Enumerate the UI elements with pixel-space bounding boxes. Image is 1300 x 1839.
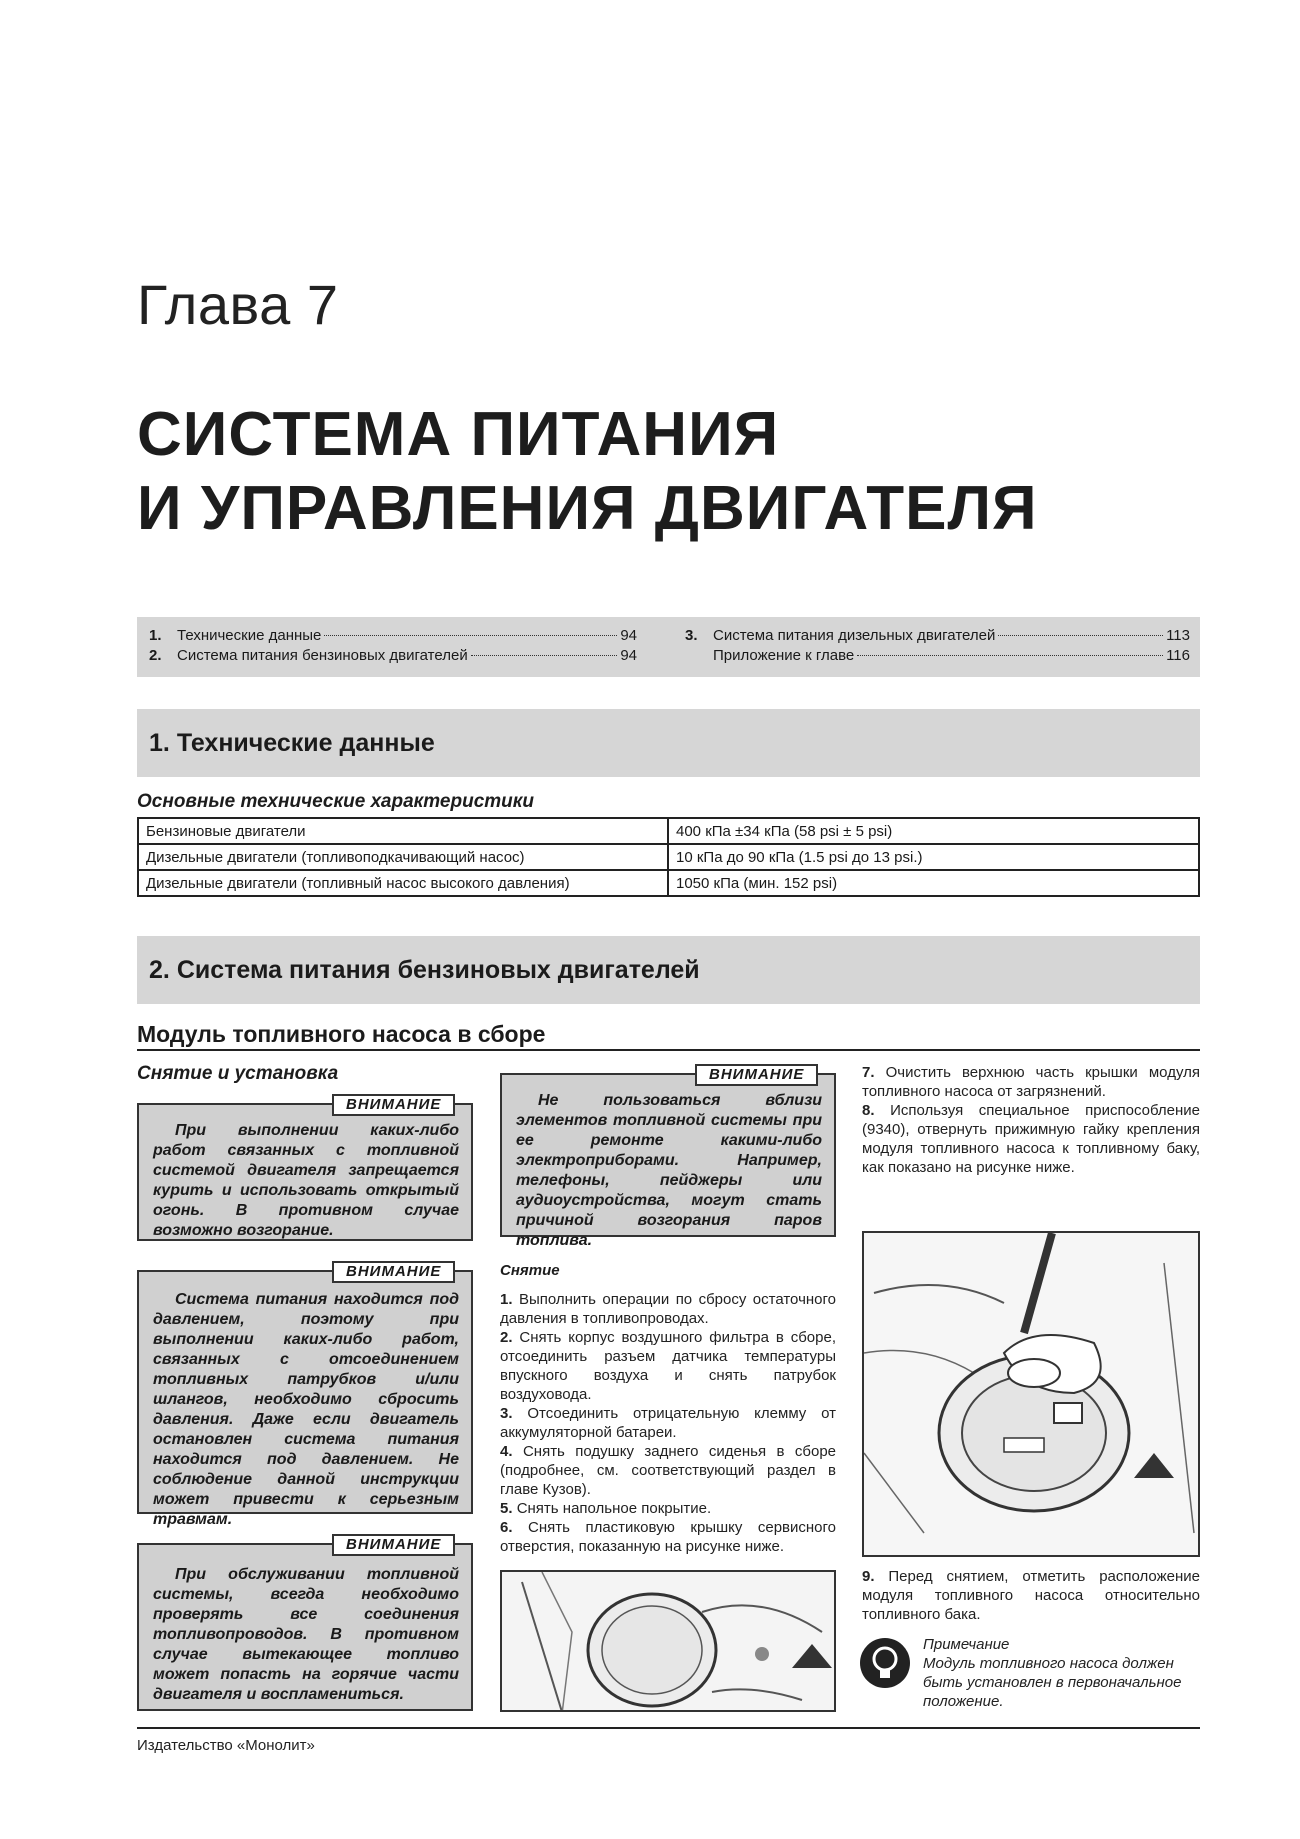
list-item: 4. Снять подушку заднего сиденья в сборе (подробнее, см. соответствующий раздел в главе Кузов). [500,1443,837,1498]
toc-leader [471,655,618,656]
section-1-number: 1. [149,729,170,757]
removal-steps [500,1290,836,1556]
spec-value: 400 кПа ±34 кПа (58 psi ± 5 psi) [668,818,1199,844]
section-2-number: 2. [149,956,170,984]
removal-heading: Снятие [500,1262,560,1279]
list-item: 3. Отсоединить отрицательную клемму от аккумуляторной батареи. [500,1405,836,1441]
toc-page: 94 [620,627,637,644]
service-opening-figure [500,1570,836,1712]
spec-name: Дизельные двигатели (топливоподкачивающий насос) [138,844,668,870]
specs-table [137,817,1200,897]
toc-page: 113 [1166,627,1190,644]
toc-entry[interactable] [685,646,1190,666]
toc-text: Технические данные [177,627,322,644]
publisher-footer: Издательство «Монолит» [137,1737,315,1754]
toc-number: 3. [685,627,698,644]
chapter-title-line-2: И УПРАВЛЕНИЯ ДВИГАТЕЛЯ [137,474,1038,543]
warning-text: Не пользоваться вблизи элементов топливной системы при ее ремонте какими-либо электроприборами. Например, телефоны, пейджеры или аудиоустройства, могут стать причиной возгорания паров топлива. [516,1092,822,1249]
warning-text: При выполнении каких-либо работ связанных с топливной системой двигателя запрещается курить и использовать открытый огонь. В противном случае возможно возгорание. [153,1122,459,1239]
section-2-header [137,936,1200,1004]
toc-number: 1. [149,627,162,644]
section-1-title-text: Технические данные [176,729,435,757]
list-item: 8. Используя специальное приспособление (9340), отвернуть прижимную гайку крепления модуля топливного насоса к топливному баку, как показано на рисунке ниже. [862,1102,1200,1176]
steps-right-top [862,1063,1200,1177]
chapter-title [137,398,1237,546]
warning-box [137,1536,473,1711]
warning-box [500,1066,836,1249]
toc-text: Система питания дизельных двигателей [713,627,996,644]
section-2-title [149,956,700,985]
toc-text: Система питания бензиновых двигателей [177,647,468,664]
toc-column-left [149,626,637,666]
table-row [138,870,1199,896]
toc-column-right [685,626,1190,666]
table-of-contents [137,617,1200,677]
specs-subheading: Основные технические характеристики [137,791,534,812]
toc-text: Приложение к главе [713,647,855,664]
list-item: 6. Снять пластиковую крышку сервисного отверстия, показанную на рисунке ниже. [500,1519,836,1555]
service-opening-illustration [502,1572,836,1712]
warning-box [137,1096,473,1241]
toc-page: 116 [1166,647,1190,664]
note-heading: Примечание [923,1636,1010,1653]
toc-entry[interactable] [149,646,637,666]
chapter-label: Глава 7 [137,273,339,336]
section-2-title-text: Система питания бензиновых двигателей [176,956,700,984]
toc-number: 2. [149,647,162,664]
warning-tag: ВНИМАНИЕ [332,1094,455,1116]
module-title: Модуль топливного насоса в сборе [137,1021,546,1047]
note-bulb-icon [860,1638,910,1688]
toc-entry[interactable] [149,626,637,646]
toc-leader [998,635,1163,636]
section-1-header [137,709,1200,777]
steps-right-bottom [862,1567,1200,1624]
note-text: Модуль топливного насоса должен быть установлен в первоначальное положение. [923,1655,1182,1710]
list-item: 5. Снять напольное покрытие. [500,1500,712,1517]
toc-leader [324,635,617,636]
warning-box [137,1263,473,1528]
toc-page: 94 [620,647,637,664]
toc-entry[interactable] [685,626,1190,646]
toc-leader [857,655,1163,656]
warning-tag: ВНИМАНИЕ [332,1261,455,1283]
table-row [138,844,1199,870]
removal-installation-heading: Снятие и установка [137,1063,339,1084]
list-item: 9. Перед снятием, отметить расположение модуля топливного насоса относительно топливного бака. [862,1568,1200,1623]
spec-value: 10 кПа до 90 кПа (1.5 psi до 13 psi.) [668,844,1199,870]
list-item: 7. Очистить верхнюю часть крышки модуля топливного насоса от загрязнений. [862,1064,1200,1100]
fuel-pump-module-illustration [864,1233,1200,1557]
footer-divider [137,1727,1200,1729]
list-item: 1. Выполнить операции по сбросу остаточного давления в топливопроводах. [500,1291,836,1327]
spec-name: Дизельные двигатели (топливный насос высокого давления) [138,870,668,896]
warning-tag: ВНИМАНИЕ [695,1064,818,1086]
warning-text: Система питания находится под давлением, поэтому при выполнении каких-либо работ, связанных с отсоединением топливных патрубков и/или шлангов, необходимо сбросить давления. Даже если двигатель остановлен система питания находится под давлением. Не соблюдение данной инструкции может привести к серьезным травмам. [153,1291,459,1528]
list-item: 2. Снять корпус воздушного фильтра в сборе, отсоединить разъем датчика температуры впускного воздуха и снять патрубок воздуховода. [500,1329,836,1403]
fuel-pump-module-figure [862,1231,1200,1557]
divider [137,1049,1200,1051]
section-1-title [149,729,435,758]
warning-tag: ВНИМАНИЕ [332,1534,455,1556]
chapter-title-line-1: СИСТЕМА ПИТАНИЯ [137,400,780,469]
spec-name: Бензиновые двигатели [138,818,668,844]
spec-value: 1050 кПа (мин. 152 psi) [668,870,1199,896]
warning-text: При обслуживании топливной системы, всегда необходимо проверять все соединения топливопроводов. В противном случае вытекающее топливо может попасть на горячие части двигателя и воспламениться. [153,1566,459,1703]
table-row [138,818,1199,844]
